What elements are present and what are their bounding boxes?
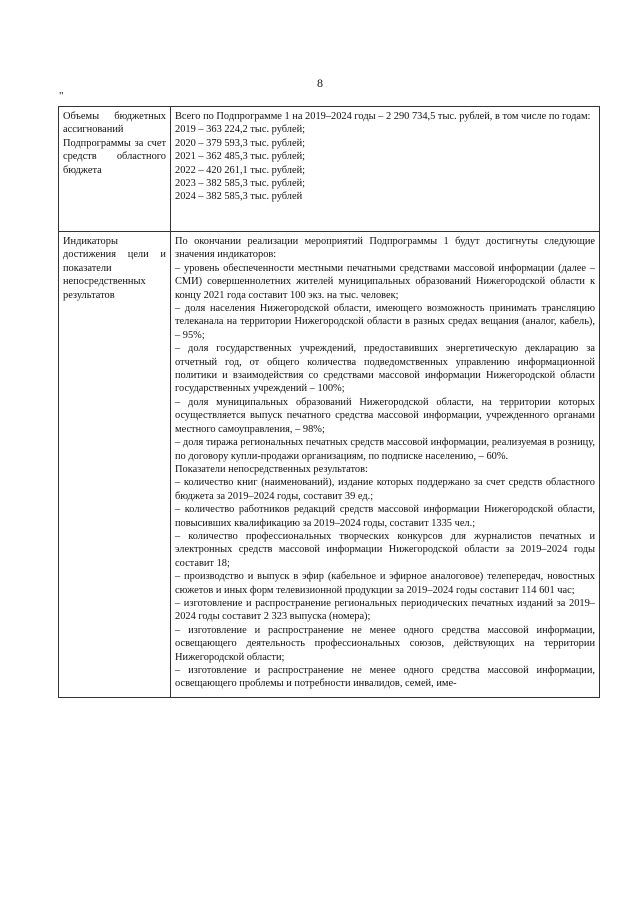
row-label-budget: Объемы бюджетных ассигнований Подпрограммы за счет средств областного бюджета [59, 107, 171, 232]
page-number: 8 [317, 76, 323, 90]
budget-year-2021: 2021 – 362 485,3 тыс. рублей; [175, 151, 306, 163]
indicator-paragraph: По окончании реализации мероприятий Подпрограммы 1 будут достигнуты следующие значения индикаторов: [175, 236, 595, 261]
indicator-paragraph: – доля муниципальных образований Нижегородской области, на территории которых осуществляется выпуск печатного средства массовой информации, учрежденного органами местного самоуправления, – 98%; [175, 396, 595, 435]
budget-total-text: Всего по Подпрограмме 1 на 2019–2024 годы – 2 290 734,5 тыс. рублей, в том числе по годам: [175, 111, 591, 122]
result-paragraph: – изготовление и распространение региональных периодических печатных изданий за 2019–2024 годы составит 2 323 выпуска (номера); [175, 597, 595, 623]
table-row-indicators [59, 232, 600, 698]
results-heading: Показатели непосредственных результатов: [175, 463, 368, 475]
result-paragraph: – количество работников редакций средств массовой информации Нижегородской области, повысивших квалификацию за 2019–2024 годы, составит 1335 чел.; [175, 504, 595, 529]
row-content-indicators [171, 232, 600, 698]
result-paragraph: – количество профессиональных творческих конкурсов для журналистов печатных и электронных средств массовой информации Нижегородской области за 2019–2024 годы составит 18; [175, 530, 595, 569]
opening-quote-mark: " [59, 90, 64, 102]
budget-year-2020: 2020 – 379 593,3 тыс. рублей; [175, 137, 306, 149]
result-paragraph: – производство и выпуск в эфир (кабельное и эфирное аналоговое) телепередач, новостных сюжетов и иных форм телевизионной продукции за 2019–2024 годы составит 114 601 час; [175, 571, 595, 596]
result-paragraph: – изготовление и распространение не менее одного средства массовой информации, освещающего деятельность профессиональных союзов, действующих на территории Нижегородской области; [175, 624, 595, 663]
indicator-paragraph: – доля государственных учреждений, предоставивших энергетическую декларацию за отчетный год, от общего количества подведомственных управлению информационной политики и взаимодействия со средствами массовой информации Нижегородской области государственных учреждений – 100%; [175, 343, 595, 395]
result-paragraph: – количество книг (наименований), издание которых поддержано за счет средств областного бюджета за 2019–2024 годы, составит 39 ед.; [175, 477, 595, 502]
table-row-budget [59, 107, 600, 232]
indicator-paragraph: – доля населения Нижегородской области, имеющего возможность принимать трансляцию телеканала на территории Нижегородской области в разных средах вещания (аналог, кабель), – 95%; [175, 303, 595, 341]
budget-year-2023: 2023 – 382 585,3 тыс. рублей; [175, 178, 306, 190]
budget-year-2024: 2024 – 382 585,3 тыс. рублей [175, 191, 303, 203]
result-paragraph: – изготовление и распространение не менее одного средства массовой информации, освещающего проблемы и потребности инвалидов, семей, име- [175, 665, 595, 690]
row-label-indicators: Индикаторы достижения цели и показатели непосредственных результатов [59, 232, 171, 698]
passport-table [58, 106, 600, 698]
indicator-paragraph: – доля тиража региональных печатных средств массовой информации, реализуемая в розницу, по договору купли-продажи организациям, по подписке населению, – 60%. [175, 437, 595, 462]
budget-year-2019: 2019 – 363 224,2 тыс. рублей; [175, 124, 306, 136]
budget-year-2022: 2022 – 420 261,1 тыс. рублей; [175, 164, 306, 176]
row-content-budget [171, 107, 600, 232]
indicator-paragraph: – уровень обеспеченности местными печатными средствами массовой информации (далее – СМИ) совершеннолетних жителей муниципальных образований Нижегородской области к концу 2021 года составит 100 экз. на тыс. человек; [175, 262, 595, 301]
